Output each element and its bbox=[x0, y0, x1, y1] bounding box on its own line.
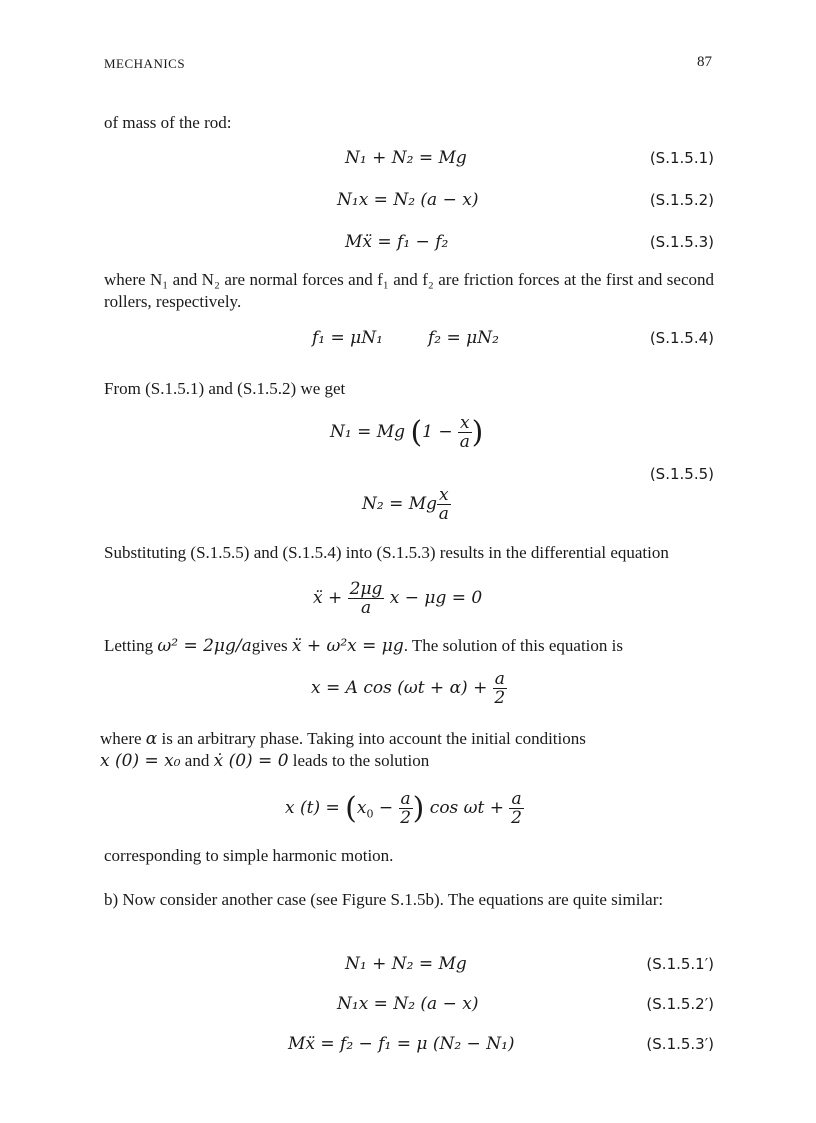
equation: Mẍ = f₂ − f₁ = μ (N₂ − N₁) bbox=[288, 1034, 515, 1054]
text-paragraph bbox=[104, 635, 623, 657]
text-span: is an arbitrary phase. Taking into account the initial conditions bbox=[161, 729, 586, 748]
text-span: leads to the solution bbox=[292, 751, 430, 770]
text-paragraph: From (S.1.5.1) and (S.1.5.2) we get bbox=[104, 379, 346, 398]
equation-lhs: N₂ = Mg bbox=[362, 494, 438, 514]
equation-number: (S.1.5.5) bbox=[649, 465, 714, 483]
inline-math: ẍ + ω²x = μg bbox=[291, 636, 404, 656]
equation: f₂ = μN₂ bbox=[428, 328, 499, 348]
equation-number: (S.1.5.2) bbox=[649, 191, 714, 209]
equation: ẍ + $\frac{2\mu g}{a}$ x − μg = 0 bbox=[313, 579, 483, 618]
equation: N₁ = Mg (1 − $\frac{x}{a}$ ) bbox=[330, 413, 484, 452]
page-number: 87 bbox=[697, 54, 712, 70]
text-span: . The solution of this equation is bbox=[403, 636, 623, 655]
equation-body: x = A cos (ωt + α) + bbox=[311, 678, 488, 698]
equation: N₂ = Mg $\frac{x}{a}$ bbox=[362, 485, 449, 524]
text-paragraph: of mass of the rod: bbox=[104, 113, 232, 132]
equation: x $(t) = (x_0$ − $\frac{a}{2}$ ) cos ωt + $\frac{a}{2}$ bbox=[285, 789, 522, 828]
running-header: MECHANICS bbox=[104, 56, 186, 71]
equation-number: (S.1.5.3) bbox=[649, 233, 714, 251]
text-span: gives bbox=[251, 636, 288, 655]
equation: N₁ + N₂ = Mg bbox=[345, 954, 467, 974]
equation-lhs: x (t) = bbox=[285, 798, 340, 818]
inline-math: ω² = 2μg/a bbox=[157, 636, 252, 656]
equation: N₁ + N₂ = Mg bbox=[345, 148, 467, 168]
text-span: and bbox=[184, 751, 210, 770]
inline-math: ẋ (0) = 0 bbox=[213, 751, 289, 771]
equation: f₁ = μN₁ bbox=[312, 328, 383, 348]
inline-math: α bbox=[145, 729, 158, 749]
text-span: where bbox=[100, 729, 142, 748]
equation-number: (S.1.5.1) bbox=[649, 149, 714, 167]
equation-number: (S.1.5.4) bbox=[649, 329, 714, 347]
text-paragraph: Substituting (S.1.5.5) and (S.1.5.4) into (S.1.5.3) results in the differential equation bbox=[104, 543, 669, 562]
equation: N₁x = N₂ (a − x) bbox=[337, 994, 479, 1014]
text-paragraph bbox=[100, 728, 714, 772]
equation-lhs: N₁ = Mg bbox=[330, 422, 406, 442]
equation: N₁x = N₂ (a − x) bbox=[337, 190, 479, 210]
equation: x = A cos (ωt + α) + $\frac{a}{2}$ bbox=[311, 669, 506, 708]
text-paragraph: corresponding to simple harmonic motion. bbox=[104, 846, 394, 865]
equation-number: (S.1.5.3′) bbox=[646, 1035, 714, 1053]
equation-number: (S.1.5.1′) bbox=[646, 955, 714, 973]
text-span: Letting bbox=[104, 636, 154, 655]
equation-mid: cos ωt + bbox=[429, 798, 505, 818]
text-paragraph: b) Now consider another case (see Figure S.1.5b). The equations are quite similar: bbox=[104, 890, 664, 909]
equation-number: (S.1.5.2′) bbox=[646, 995, 714, 1013]
equation: Mẍ = f₁ − f₂ bbox=[345, 232, 449, 252]
text-paragraph: where N₁ and N₂ are normal forces and f₁ and f₂ are friction forces at the first and second rollers, respectively. bbox=[104, 270, 714, 311]
inline-math: x (0) = x₀ bbox=[100, 751, 181, 771]
